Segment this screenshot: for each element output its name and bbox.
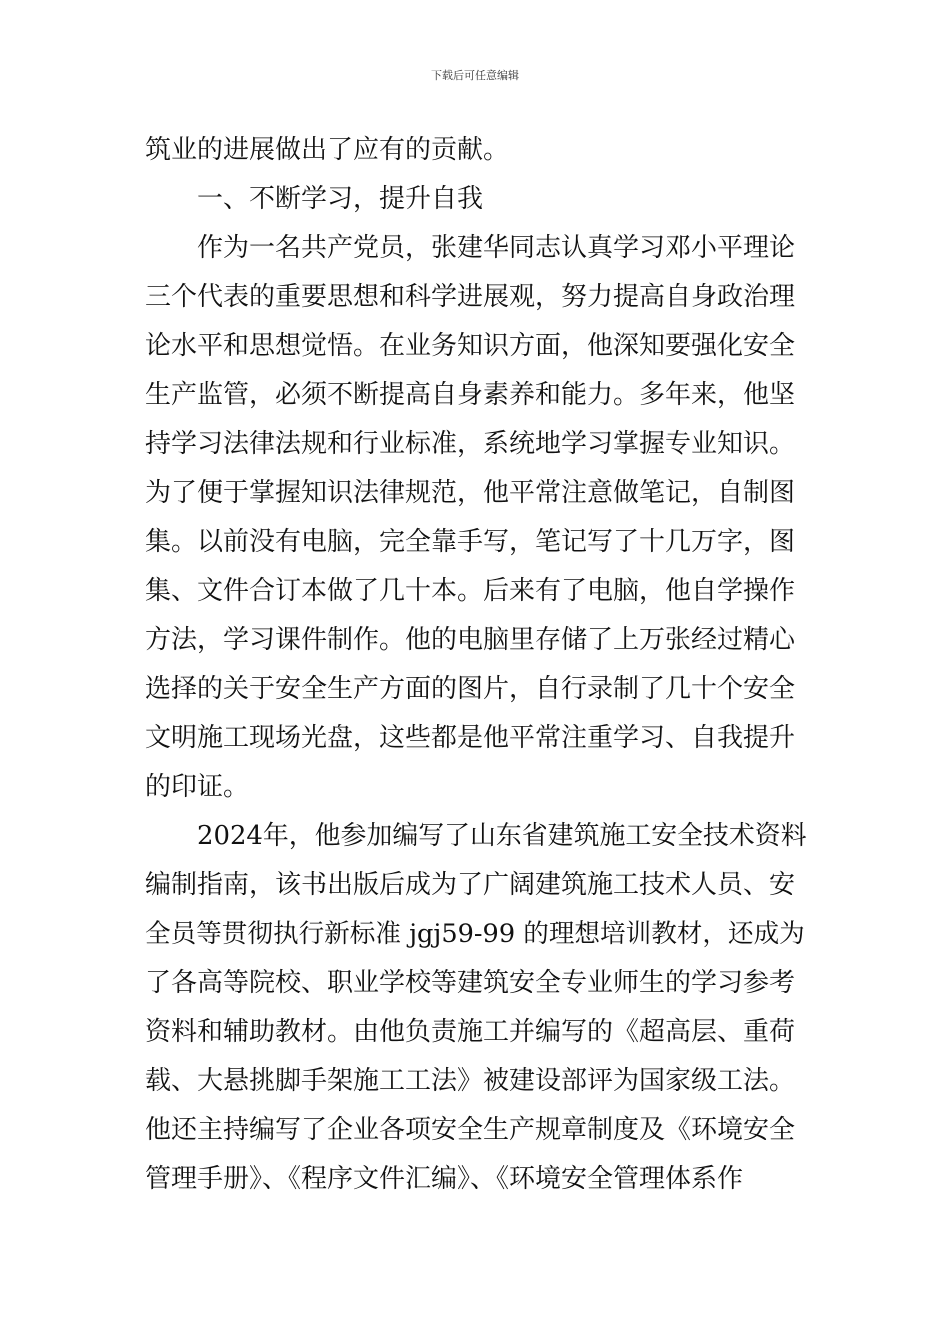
text-line: 集、文件合订本做了几十本。后来有了电脑，他自学操作 [145, 576, 796, 606]
text-line: 了各高等院校、职业学校等建筑安全专业师生的学习参考 [145, 968, 796, 998]
text-line: 全员等贯彻执行新标准 jgj59-99 的理想培训教材，还成为 [145, 919, 805, 949]
text-line: 生产监管，必须不断提高自身素养和能力。多年来，他坚 [145, 380, 796, 410]
text-line: 选择的关于安全生产方面的图片，自行录制了几十个安全 [145, 674, 796, 704]
text-line: 论水平和思想觉悟。在业务知识方面，他深知要强化安全 [145, 331, 796, 361]
body-text [145, 126, 807, 1204]
text-line: 持学习法律法规和行业标准，系统地学习掌握专业知识。 [145, 429, 796, 459]
text-line: 他还主持编写了企业各项安全生产规章制度及《环境安全 [145, 1115, 796, 1145]
text-line: 为了便于掌握知识法律规范，他平常注意做笔记，自制图 [145, 478, 796, 508]
text-line: 编制指南，该书出版后成为了广阔建筑施工技术人员、安 [145, 870, 796, 900]
text-line: 筑业的进展做出了应有的贡献。 [145, 135, 510, 165]
text-line: 三个代表的重要思想和科学进展观，努力提高自身政治理 [145, 282, 796, 312]
text-line: 管理手册》、《程序文件汇编》、《环境安全管理体系作 [145, 1164, 744, 1194]
text-line: 资料和辅助教材。由他负责施工并编写的《超高层、重荷 [145, 1017, 796, 1047]
text-line: 集。以前没有电脑，完全靠手写，笔记写了十几万字，图 [145, 527, 796, 557]
text-line: 作为一名共产党员，张建华同志认真学习邓小平理论 [197, 233, 796, 263]
text-line: 载、大悬挑脚手架施工工法》被建设部评为国家级工法。 [145, 1066, 796, 1096]
text-line: 一、不断学习，提升自我 [197, 184, 484, 214]
text-line: 文明施工现场光盘，这些都是他平常注重学习、自我提升 [145, 723, 796, 753]
text-line: 方法，学习课件制作。他的电脑里存储了上万张经过精心 [145, 625, 796, 655]
page-header: 下载后可任意编辑 [431, 69, 519, 82]
text-line: 的印证。 [145, 772, 250, 802]
text-line: 2024年，他参加编写了山东省建筑施工安全技术资料 [197, 821, 807, 851]
